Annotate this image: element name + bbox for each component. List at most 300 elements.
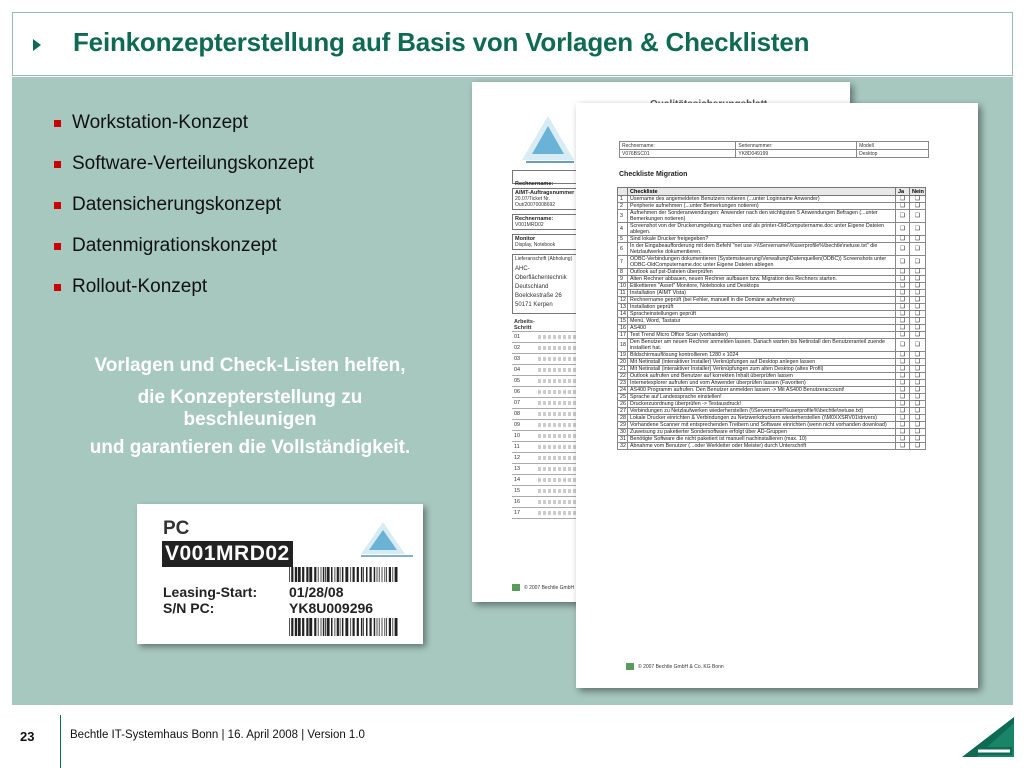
row-text: Internetexplorer aufrufen und vom Anwender überprüfen lassen (Favoriten) xyxy=(628,380,896,387)
checklist-row xyxy=(618,269,926,276)
row-text: Benötigte Software die nicht paketiert ist manuell nachinstallieren (max. 10) xyxy=(628,436,896,443)
checkbox-yes[interactable]: ❏ xyxy=(896,276,910,283)
work-step-row xyxy=(512,332,582,343)
work-step-number: 02 xyxy=(514,345,521,351)
column-header: Nein xyxy=(910,188,926,196)
barcode-bar xyxy=(384,618,385,636)
checklist-row xyxy=(618,366,926,373)
work-step-number: 10 xyxy=(514,433,521,439)
checkbox-yes[interactable]: ❏ xyxy=(896,223,910,236)
work-step-row xyxy=(512,431,582,442)
quality-sheet-fields xyxy=(512,170,582,519)
checklist-row xyxy=(618,223,926,236)
row-text: ODBC-Verbindungen dokumentieren (Systemsteuerung\Verwaltung\Datenquellen(ODBC)) Screenshots unter ODBC-OldComputername.doc unter Eigene Dateien ablegen xyxy=(628,256,896,269)
asset-label xyxy=(137,504,423,644)
barcode-bar xyxy=(361,567,363,582)
row-number: 20 xyxy=(618,359,628,366)
work-step-row xyxy=(512,387,582,398)
field-value: Display, Notebook xyxy=(515,242,556,248)
row-number: 27 xyxy=(618,408,628,415)
label-pc: PC xyxy=(163,518,190,539)
footer-text: © 2007 Bechtle GmbH & Co. KG Bonn xyxy=(638,663,724,670)
checkbox-yes[interactable]: ❏ xyxy=(896,408,910,415)
work-step-number: 07 xyxy=(514,400,521,406)
row-text: Outlook aufrufen und Benutzer auf korrekten Inhalt überprüfen lassen xyxy=(628,373,896,380)
row-number: 15 xyxy=(618,318,628,325)
checkbox-yes[interactable]: ❏ xyxy=(896,401,910,408)
label-serial-number: YK8U009296 xyxy=(289,600,374,616)
checkbox-yes[interactable]: ❏ xyxy=(896,243,910,256)
barcode-bar xyxy=(340,567,341,582)
work-step-row xyxy=(512,453,582,464)
bechtle-mini-logo-icon xyxy=(512,584,520,591)
work-step-row xyxy=(512,354,582,365)
work-step-number: 15 xyxy=(514,488,521,494)
checklist-row xyxy=(618,429,926,436)
checkbox-yes[interactable]: ❏ xyxy=(896,325,910,332)
barcode-bar xyxy=(302,567,304,582)
barcode-bar xyxy=(298,567,301,582)
checkbox-yes[interactable]: ❏ xyxy=(896,210,910,223)
row-number: 22 xyxy=(618,373,628,380)
row-text: Username des angemeldeten Benutzers notieren (...unter Loginname Anwender) xyxy=(628,196,896,203)
claim-line: und garantieren die Vollständigkeit. xyxy=(89,437,411,458)
checkbox-yes[interactable]: ❏ xyxy=(896,394,910,401)
row-number: 1 xyxy=(618,196,628,203)
field-label: AIMT-Auftragsnummer xyxy=(515,190,575,196)
barcode-bar xyxy=(345,618,348,636)
work-step-number: 17 xyxy=(514,510,521,516)
claim-line: die Konzepterstellung zu xyxy=(137,387,363,408)
checkbox-no[interactable]: ❏ xyxy=(910,422,926,429)
checkbox-yes[interactable]: ❏ xyxy=(896,380,910,387)
barcode-bar xyxy=(379,567,380,582)
barcode-bar xyxy=(382,618,383,636)
title-arrow-icon xyxy=(33,39,41,51)
checkbox-yes[interactable]: ❏ xyxy=(896,415,910,422)
barcode-bar xyxy=(337,618,339,636)
work-step-number: 03 xyxy=(514,356,521,362)
row-number: 32 xyxy=(618,443,628,450)
column-header xyxy=(618,188,628,196)
row-text: Den Benutzer am neuen Rechner anmelden lassen. Danach warten bis Netinstall den Benutzeranteil zuende installiert hat. xyxy=(628,339,896,352)
row-text: Alten Rechner abbauen, neuen Rechner aufbauen bzw. Migration des Rechners starten. xyxy=(628,276,896,283)
row-number: 10 xyxy=(618,283,628,290)
checklist-title: Checkliste Migration xyxy=(619,171,688,178)
work-step-number: 16 xyxy=(514,499,521,505)
checkbox-yes[interactable]: ❏ xyxy=(896,203,910,210)
checkbox-yes[interactable]: ❏ xyxy=(896,387,910,394)
barcode-bar xyxy=(321,567,322,582)
checklist-row xyxy=(618,283,926,290)
row-text: Zuweisung zu paketierter Sondersoftware erfolgt über AD-Gruppen xyxy=(628,429,896,436)
work-step-row xyxy=(512,497,582,508)
checkbox-no[interactable]: ❏ xyxy=(910,196,926,203)
work-step-row xyxy=(512,398,582,409)
row-text: Rechnername geprüft (bei Fehler, manuell in die Domäne aufnehmen) xyxy=(628,297,896,304)
row-number: 16 xyxy=(618,325,628,332)
barcode-bar xyxy=(323,567,325,582)
checkbox-yes[interactable]: ❏ xyxy=(896,290,910,297)
checkbox-no[interactable]: ❏ xyxy=(910,373,926,380)
quality-sheet-footer xyxy=(512,584,574,591)
barcode-bar xyxy=(377,567,378,582)
row-text: Mit Netinstall (interaktiver Installer) Verknüpfungen zum alten Desktop (altes Profil) xyxy=(628,366,896,373)
barcode-bar xyxy=(337,567,339,582)
barcode-bar xyxy=(335,618,336,636)
barcode-bar xyxy=(323,618,325,636)
checkbox-yes[interactable]: ❏ xyxy=(896,443,910,450)
row-number: 21 xyxy=(618,366,628,373)
checkbox-yes[interactable]: ❏ xyxy=(896,283,910,290)
row-text: Etikettieren "Asset" Monitore, Notebooks und Desktops xyxy=(628,283,896,290)
checkbox-no[interactable]: ❏ xyxy=(910,283,926,290)
checkbox-yes[interactable]: ❏ xyxy=(896,352,910,359)
row-text: Spracheinstellungen geprüft xyxy=(628,311,896,318)
work-step-number: 09 xyxy=(514,422,521,428)
barcode-bar xyxy=(298,618,301,636)
checklist-row xyxy=(618,256,926,269)
barcode-bar xyxy=(395,567,398,582)
work-step-row xyxy=(512,442,582,453)
barcode-bar xyxy=(321,618,322,636)
checkbox-no[interactable]: ❏ xyxy=(910,387,926,394)
checklist-row xyxy=(618,210,926,223)
checklist-row xyxy=(618,408,926,415)
column-header: Arbeits-Schritt xyxy=(514,318,535,331)
checkbox-no[interactable]: ❏ xyxy=(910,318,926,325)
row-number: 7 xyxy=(618,256,628,269)
checkbox-yes[interactable]: ❏ xyxy=(896,318,910,325)
checkbox-yes[interactable]: ❏ xyxy=(896,256,910,269)
checkbox-no[interactable]: ❏ xyxy=(910,223,926,236)
field-value: V001MRD02 xyxy=(515,222,544,228)
bechtle-logo-icon xyxy=(962,717,1014,757)
barcode-bar xyxy=(302,618,304,636)
checklist-row xyxy=(618,352,926,359)
barcode-bar xyxy=(314,618,316,636)
checkbox-yes[interactable]: ❏ xyxy=(896,422,910,429)
row-number: 9 xyxy=(618,276,628,283)
checkbox-yes[interactable]: ❏ xyxy=(896,236,910,243)
claim-line: beschleunigen xyxy=(183,409,317,430)
bechtle-mini-logo-icon xyxy=(626,663,634,670)
barcode-bar xyxy=(342,618,344,636)
row-text: Mit Netinstall (interaktiver Installer) Verknüpfungen auf Desktop anlegen lassen xyxy=(628,359,896,366)
barcode-bar xyxy=(357,618,359,636)
checkbox-no[interactable]: ❏ xyxy=(910,297,926,304)
bullet-item: Workstation-Konzept xyxy=(52,112,314,153)
row-number: 6 xyxy=(618,243,628,256)
device-info-table xyxy=(619,141,929,158)
barcode-bar xyxy=(353,567,355,582)
checkbox-yes[interactable]: ❏ xyxy=(896,359,910,366)
checkbox-no[interactable]: ❏ xyxy=(910,269,926,276)
work-step-row xyxy=(512,486,582,497)
checklist-row xyxy=(618,203,926,210)
checkbox-yes[interactable]: ❏ xyxy=(896,304,910,311)
checklist-row xyxy=(618,318,926,325)
row-number: 24 xyxy=(618,387,628,394)
work-step-number: 01 xyxy=(514,334,521,340)
checkbox-yes[interactable]: ❏ xyxy=(896,366,910,373)
barcode-bar xyxy=(363,618,364,636)
checkbox-no[interactable]: ❏ xyxy=(910,256,926,269)
header-cell: Seriennummer: xyxy=(736,142,857,150)
field-label: Rechnername: xyxy=(515,181,554,187)
checkbox-no[interactable]: ❏ xyxy=(910,210,926,223)
checkbox-yes[interactable]: ❏ xyxy=(896,311,910,318)
row-text: Verbindungen zu Netzlaufwerken wiederherstellen (\\Servername\%userprofile%\bechtle\netuse.txt) xyxy=(628,408,896,415)
checklist-row xyxy=(618,436,926,443)
barcode-bar xyxy=(314,567,316,582)
checkbox-no[interactable]: ❏ xyxy=(910,304,926,311)
work-step-number: 06 xyxy=(514,389,521,395)
work-step-number: 05 xyxy=(514,378,521,384)
row-number: 12 xyxy=(618,297,628,304)
barcode-bar xyxy=(289,618,290,636)
checklist-row xyxy=(618,196,926,203)
row-text: Abnahme vom Benutzer (...oder Werkleiter oder Meister) durch Unterschrift xyxy=(628,443,896,450)
work-step-number: 04 xyxy=(514,367,521,373)
row-text: Test Trend Micro Office Scan (vorhanden) xyxy=(628,332,896,339)
header-cell: Modell xyxy=(857,142,929,150)
field-value: Out/20070008692 xyxy=(515,202,556,208)
checkbox-no[interactable]: ❏ xyxy=(910,352,926,359)
row-number: 11 xyxy=(618,290,628,297)
checklist-row xyxy=(618,276,926,283)
aimt-logo-icon xyxy=(357,518,417,558)
barcode-bar xyxy=(370,567,372,582)
row-text: Sprache auf Landessprache einstellen! xyxy=(628,394,896,401)
row-text: Peripherie aufnehmen (...unter Bemerkungen notieren) xyxy=(628,203,896,210)
barcode-bar xyxy=(325,618,326,636)
row-number: 8 xyxy=(618,269,628,276)
checkbox-yes[interactable]: ❏ xyxy=(896,332,910,339)
checkbox-no[interactable]: ❏ xyxy=(910,243,926,256)
field-value: 20.07/Ticket Nr. xyxy=(515,196,550,202)
work-step-row xyxy=(512,365,582,376)
checkbox-no[interactable]: ❏ xyxy=(910,443,926,450)
footer-text: Bechtle IT-Systemhaus Bonn | 16. April 2008 | Version 1.0 xyxy=(70,729,365,741)
bullet-item: Datensicherungskonzept xyxy=(52,194,314,235)
field-label: Monitor xyxy=(515,236,536,242)
barcode-bar xyxy=(295,567,297,582)
checkbox-no[interactable]: ❏ xyxy=(910,325,926,332)
work-step-row xyxy=(512,409,582,420)
row-number: 17 xyxy=(618,332,628,339)
label-leasing-date: 01/28/08 xyxy=(289,584,344,600)
checklist-row xyxy=(618,359,926,366)
checkbox-no[interactable]: ❏ xyxy=(910,366,926,373)
checklist-row xyxy=(618,415,926,422)
bullet-item: Software-Verteilungskonzept xyxy=(52,153,314,194)
barcode-bar xyxy=(306,618,308,636)
checkbox-no[interactable]: ❏ xyxy=(910,408,926,415)
barcode-bar xyxy=(370,618,372,636)
barcode-bar xyxy=(392,618,393,636)
barcode-icon xyxy=(289,567,399,582)
row-number: 30 xyxy=(618,429,628,436)
label-serial-caption: S/N PC: xyxy=(163,600,215,616)
footer-divider xyxy=(60,715,61,768)
row-text: Installation (AIMT Vista) xyxy=(628,290,896,297)
column-header: Ja xyxy=(896,188,910,196)
barcode-bar xyxy=(366,567,368,582)
barcode-bar xyxy=(331,567,333,582)
row-number: 3 xyxy=(618,210,628,223)
row-number: 14 xyxy=(618,311,628,318)
barcode-bar xyxy=(306,567,308,582)
address-line: AHC-Oberflächentechnik xyxy=(515,266,567,281)
row-number: 5 xyxy=(618,236,628,243)
bullet-item: Datenmigrationskonzept xyxy=(52,235,314,276)
checklist-row xyxy=(618,401,926,408)
label-leasing-caption: Leasing-Start: xyxy=(163,584,258,600)
barcode-bar xyxy=(363,567,364,582)
checkbox-yes[interactable]: ❏ xyxy=(896,339,910,352)
barcode-bar xyxy=(395,618,398,636)
checkbox-yes[interactable]: ❏ xyxy=(896,269,910,276)
checkbox-no[interactable]: ❏ xyxy=(910,236,926,243)
barcode-bar xyxy=(289,567,290,582)
checklist-row xyxy=(618,297,926,304)
work-step-number: 11 xyxy=(514,444,520,450)
checkbox-no[interactable]: ❏ xyxy=(910,436,926,443)
checklist-row xyxy=(618,373,926,380)
barcode-bar xyxy=(382,567,383,582)
row-number: 26 xyxy=(618,401,628,408)
checkbox-no[interactable]: ❏ xyxy=(910,203,926,210)
checkbox-no[interactable]: ❏ xyxy=(910,332,926,339)
barcode-bar xyxy=(350,567,351,582)
checkbox-no[interactable]: ❏ xyxy=(910,380,926,387)
row-text: AS400 Programm aufrufen. Den Benutzer anmelden lassen -> Mit AS400 Benutzeraccount! xyxy=(628,387,896,394)
checkbox-no[interactable]: ❏ xyxy=(910,359,926,366)
work-step-number: 12 xyxy=(514,455,521,461)
barcode-bar xyxy=(389,567,391,582)
row-number: 28 xyxy=(618,415,628,422)
checkbox-no[interactable]: ❏ xyxy=(910,276,926,283)
barcode-bar xyxy=(295,618,297,636)
row-text: Vorhandene Scanner mit entsprechenden Treibern und Software einrichten (wenn nicht vorhanden download) xyxy=(628,422,896,429)
row-number: 18 xyxy=(618,339,628,352)
row-number: 23 xyxy=(618,380,628,387)
barcode-bar xyxy=(309,567,312,582)
checkbox-no[interactable]: ❏ xyxy=(910,394,926,401)
barcode-bar xyxy=(327,618,330,636)
checkbox-no[interactable]: ❏ xyxy=(910,339,926,352)
work-step-row xyxy=(512,464,582,475)
slide-title: Feinkonzepterstellung auf Basis von Vorlagen & Checklisten xyxy=(73,27,810,57)
barcode-bar xyxy=(377,618,378,636)
checkbox-yes[interactable]: ❏ xyxy=(896,429,910,436)
address-line: Deutschland xyxy=(515,284,549,290)
work-step-number: 08 xyxy=(514,411,521,417)
barcode-bar xyxy=(374,567,376,582)
checkbox-no[interactable]: ❏ xyxy=(910,415,926,422)
barcode-bar xyxy=(309,618,312,636)
work-step-number: 13 xyxy=(514,466,521,472)
checkbox-yes[interactable]: ❏ xyxy=(896,436,910,443)
bullet-item: Rollout-Konzept xyxy=(52,276,314,317)
barcode-bar xyxy=(379,618,380,636)
barcode-bar xyxy=(366,618,368,636)
barcode-bar xyxy=(350,618,351,636)
row-text: Menü, Word, Tastatur xyxy=(628,318,896,325)
row-number: 4 xyxy=(618,223,628,236)
checkbox-yes[interactable]: ❏ xyxy=(896,297,910,304)
label-computer-id: V001MRD02 xyxy=(162,541,293,567)
checkbox-yes[interactable]: ❏ xyxy=(896,373,910,380)
checkbox-no[interactable]: ❏ xyxy=(910,401,926,408)
row-text: Aufnehmen der Sonderanwendungen: Anwender nach den wichtigsten 5 Anwendungen Befragen (...unter Bemerkungen notieren) xyxy=(628,210,896,223)
barcode-bar xyxy=(342,567,344,582)
checklist-row xyxy=(618,290,926,297)
barcode-bar xyxy=(357,567,359,582)
row-number: 29 xyxy=(618,422,628,429)
value-cell: Desktop xyxy=(857,150,929,158)
field-label: Lieferanschrift (Abholung) xyxy=(515,256,573,262)
work-step-number: 14 xyxy=(514,477,521,483)
row-number: 25 xyxy=(618,394,628,401)
row-text: AS400 xyxy=(628,325,896,332)
checkbox-no[interactable]: ❏ xyxy=(910,290,926,297)
checkbox-no[interactable]: ❏ xyxy=(910,311,926,318)
checklist-row xyxy=(618,311,926,318)
checklist-row xyxy=(618,387,926,394)
barcode-bar xyxy=(291,618,293,636)
work-steps-list xyxy=(512,318,582,519)
checklist-row xyxy=(618,332,926,339)
row-number: 31 xyxy=(618,436,628,443)
title-bar xyxy=(12,12,1013,76)
row-text: Installation geprüft xyxy=(628,304,896,311)
row-number: 13 xyxy=(618,304,628,311)
checklist-row xyxy=(618,380,926,387)
checklist-row xyxy=(618,243,926,256)
row-text: Druckerzuordnung überprüfen -> Testausdruck! xyxy=(628,401,896,408)
work-step-row xyxy=(512,343,582,354)
address-line: Boelckestraße 26 xyxy=(515,293,562,299)
value-cell: YK8D049199 xyxy=(736,150,857,158)
barcode-bar xyxy=(318,567,319,582)
checklist-row xyxy=(618,325,926,332)
work-step-row xyxy=(512,508,582,519)
barcode-bar xyxy=(331,618,333,636)
checklist-footer xyxy=(626,663,724,670)
checkbox-no[interactable]: ❏ xyxy=(910,429,926,436)
barcode-bar xyxy=(384,567,385,582)
barcode-icon xyxy=(289,618,399,636)
row-text: Sind lokale Drucker freigegeben? xyxy=(628,236,896,243)
barcode-bar xyxy=(361,618,363,636)
value-cell: V076BSC01 xyxy=(620,150,736,158)
work-step-row xyxy=(512,420,582,431)
barcode-bar xyxy=(318,618,319,636)
footer-text: © 2007 Bechtle GmbH xyxy=(524,584,575,591)
barcode-bar xyxy=(353,618,355,636)
barcode-bar xyxy=(335,567,336,582)
barcode-bar xyxy=(389,618,391,636)
row-number: 2 xyxy=(618,203,628,210)
checklist-table xyxy=(617,187,926,450)
claim-line: Vorlagen und Check-Listen helfen, xyxy=(94,355,406,376)
checkbox-yes[interactable]: ❏ xyxy=(896,196,910,203)
field-label: Rechnername: xyxy=(515,216,554,222)
barcode-bar xyxy=(325,567,326,582)
aimt-logo-icon xyxy=(518,110,578,166)
